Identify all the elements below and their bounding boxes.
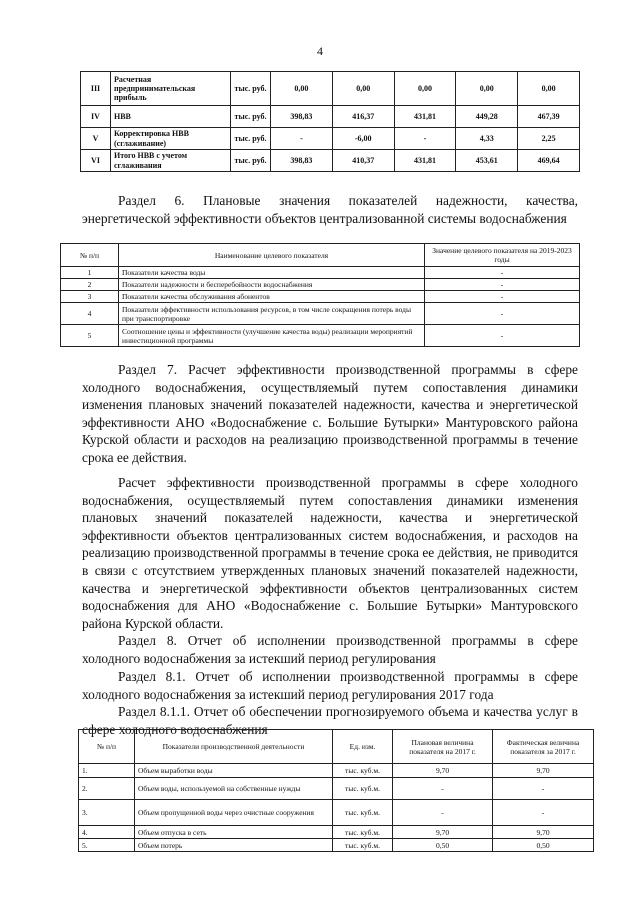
section7-paragraph-1: Раздел 7. Расчет эффективности производственной программы в сфере холодного водоснабжения, осуществляемый путем сопоставления динамики изменения плановых значений показателей надежности, качества и энергетической эффективности АНО «Водоснабжение с. Большие Бутырки» Мантуровского района Курской области и расходов на реализацию производственной программы в течение срока ее действия. [82, 362, 578, 465]
row-number: V [81, 128, 111, 150]
row-number: 3 [61, 291, 119, 303]
row-name: Расчетная предпринимательская прибыль [111, 72, 231, 106]
row-value: - [425, 325, 580, 347]
table-row [61, 303, 580, 325]
row-value: 0,00 [271, 72, 333, 106]
row-unit: тыс. руб. [231, 72, 271, 106]
row-name: Итого НВВ с учетом сглаживания [111, 150, 231, 172]
row-name: Соотношение цены и эффективности (улучшение качества воды) реализации мероприятий инвестиционной программы [119, 325, 425, 347]
row-name: НВВ [111, 106, 231, 128]
row-name: Показатели надежности и бесперебойности водоснабжения [119, 279, 425, 291]
row-value: 0,00 [518, 72, 580, 106]
row-plan: 9,70 [393, 826, 493, 839]
row-name: Корректировка НВВ (сглаживание) [111, 128, 231, 150]
row-fact: 9,70 [493, 826, 594, 839]
row-number: 2. [79, 778, 135, 800]
row-value: 469,64 [518, 150, 580, 172]
column-header: Показатели производственной деятельности [135, 730, 333, 764]
column-header: Значение целевого показателя на 2019-2023 годы [425, 244, 580, 267]
row-value: - [425, 303, 580, 325]
row-fact: 0,50 [493, 839, 594, 852]
table-row [81, 128, 580, 150]
row-number: 1 [61, 267, 119, 279]
table-row [79, 778, 594, 800]
row-value: 431,81 [394, 150, 456, 172]
column-header: № п/п [79, 730, 135, 764]
row-value: - [271, 128, 333, 150]
row-unit: тыс. руб. [231, 150, 271, 172]
row-name: Объем отпуска в сеть [135, 826, 333, 839]
section6-heading: Раздел 6. Плановые значения показателей надежности, качества, энергетической эффективности объектов централизованной системы водоснабжения [82, 193, 578, 226]
column-header: Фактическая величина показателя за 2017 г. [493, 730, 594, 764]
table-row [81, 72, 580, 106]
table-row [81, 150, 580, 172]
row-value: - [394, 128, 456, 150]
row-value: 398,83 [271, 106, 333, 128]
section8-1-1-heading: Раздел 8.1.1. Отчет об обеспечении прогнозируемого объема и качества услуг в сфере холодного водоснабжения [82, 704, 578, 737]
row-number: IV [81, 106, 111, 128]
table-row [81, 106, 580, 128]
row-number: 3. [79, 800, 135, 826]
row-name: Объем пропущенной воды через очистные сооружения [135, 800, 333, 826]
row-unit: тыс. куб.м. [333, 839, 393, 852]
row-value: - [425, 267, 580, 279]
row-value: - [425, 279, 580, 291]
row-number: 5 [61, 325, 119, 347]
target-indicators-table [60, 243, 580, 347]
row-name: Показатели качества воды [119, 267, 425, 279]
row-value: -6,00 [332, 128, 394, 150]
row-plan: 0,50 [393, 839, 493, 852]
row-number: VI [81, 150, 111, 172]
row-value: 453,61 [456, 150, 518, 172]
row-value: 416,37 [332, 106, 394, 128]
row-fact: - [493, 800, 594, 826]
section8-1-heading: Раздел 8.1. Отчет об исполнении производственной программы в сфере холодного водоснабжения за истекший период регулирования 2017 года [82, 669, 578, 702]
column-header: Ед. изм. [333, 730, 393, 764]
table-row [61, 291, 580, 303]
table-row [79, 839, 594, 852]
row-value: - [425, 291, 580, 303]
row-name: Объем воды, используемой на собственные нужды [135, 778, 333, 800]
row-unit: тыс. куб.м. [333, 764, 393, 778]
column-header: № п/п [61, 244, 119, 267]
column-header: Плановая величина показателя на 2017 г. [393, 730, 493, 764]
section7-paragraph-2: Расчет эффективности производственной программы в сфере холодного водоснабжения, осуществляемый путем сопоставления динамики изменения плановых значений показателей надежности, качества и энергетической эффективности объектов централизованных систем водоснабжения, и расходов на реализацию производственной программы в течение срока ее действия, не приводится в связи с отсутствием утвержденных плановых значений показателей надежности, качества и энергетической эффективности объектов централизованных систем водоснабжения для АНО «Водоснабжение с. Большие Бутырки» Мантуровского района Курской области. [82, 475, 578, 631]
row-name: Объем потерь [135, 839, 333, 852]
table-row [79, 800, 594, 826]
section8-heading: Раздел 8. Отчет об исполнении производственной программы в сфере холодного водоснабжения за истекший период регулирования [82, 633, 578, 666]
row-value: 449,28 [456, 106, 518, 128]
row-value: 410,37 [332, 150, 394, 172]
table-row [61, 325, 580, 347]
row-value: 467,39 [518, 106, 580, 128]
row-fact: - [493, 778, 594, 800]
row-number: 4 [61, 303, 119, 325]
column-header: Наименование целевого показателя [119, 244, 425, 267]
production-report-table [78, 729, 594, 852]
row-fact: 9,70 [493, 764, 594, 778]
row-number: 5. [79, 839, 135, 852]
row-name: Объем выработки воды [135, 764, 333, 778]
table-row [79, 826, 594, 839]
row-value: 0,00 [394, 72, 456, 106]
row-value: 4,33 [456, 128, 518, 150]
row-number: 4. [79, 826, 135, 839]
row-value: 0,00 [456, 72, 518, 106]
table-header-row [61, 244, 580, 267]
row-unit: тыс. руб. [231, 106, 271, 128]
row-value: 2,25 [518, 128, 580, 150]
row-value: 0,00 [332, 72, 394, 106]
row-plan: - [393, 778, 493, 800]
row-name: Показатели эффективности использования ресурсов, в том числе сокращения потерь воды при транспортировке [119, 303, 425, 325]
row-plan: 9,70 [393, 764, 493, 778]
page-number: 4 [317, 44, 323, 58]
row-unit: тыс. куб.м. [333, 800, 393, 826]
table-row [79, 764, 594, 778]
row-unit: тыс. куб.м. [333, 826, 393, 839]
row-unit: тыс. руб. [231, 128, 271, 150]
row-value: 431,81 [394, 106, 456, 128]
row-unit: тыс. куб.м. [333, 778, 393, 800]
row-number: III [81, 72, 111, 106]
row-number: 1. [79, 764, 135, 778]
nvv-table [80, 71, 580, 172]
row-value: 398,83 [271, 150, 333, 172]
row-plan: - [393, 800, 493, 826]
table-row [61, 267, 580, 279]
row-name: Показатели качества обслуживания абонентов [119, 291, 425, 303]
row-number: 2 [61, 279, 119, 291]
table-row [61, 279, 580, 291]
table-header-row [79, 730, 594, 764]
